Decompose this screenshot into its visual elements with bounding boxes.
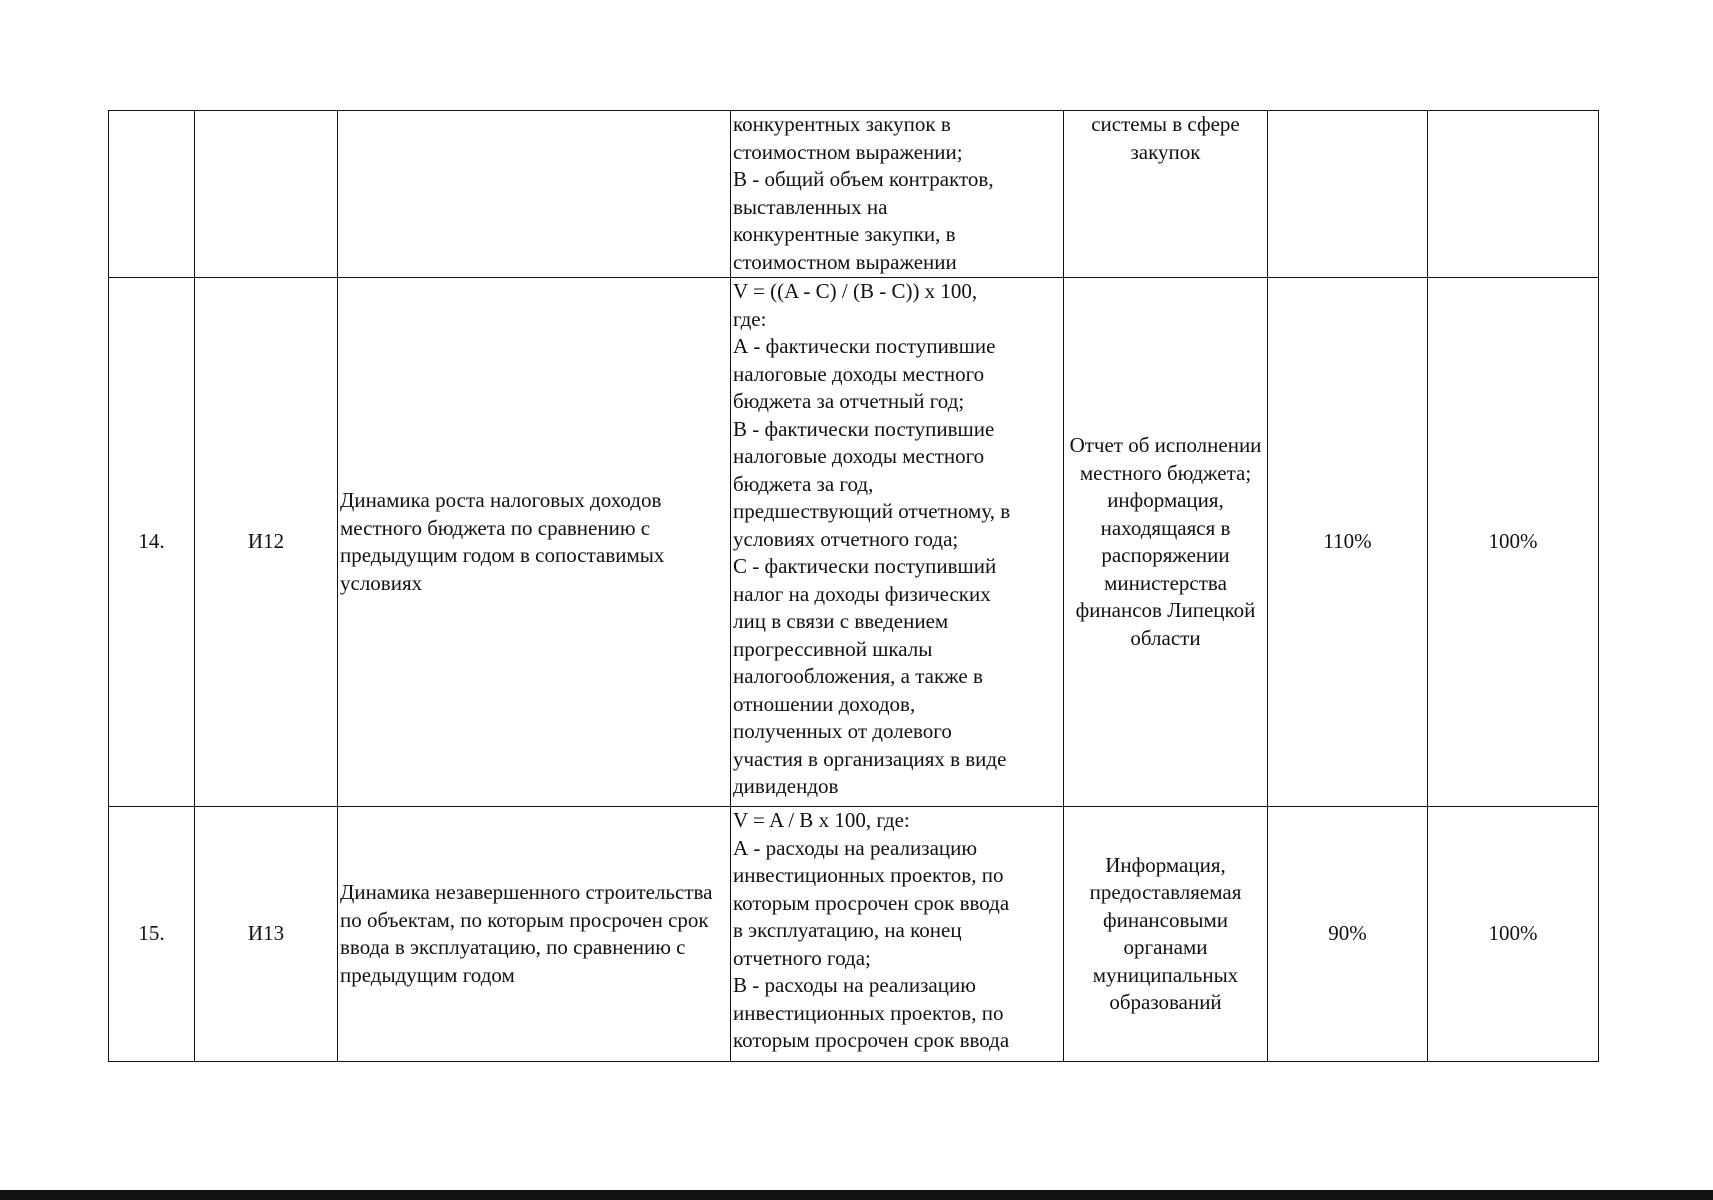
formula-line: бюджета за год,	[733, 471, 874, 496]
formula-line: V = A / B x 100, где:	[733, 808, 910, 832]
cell-number: 14.	[109, 278, 195, 807]
cell-formula	[731, 278, 1064, 807]
cell-number: 15.	[109, 807, 195, 1062]
formula-line: условиях отчетного года;	[733, 526, 959, 551]
cell-name	[338, 111, 731, 278]
formula-line: дивидендов	[733, 774, 839, 798]
formula-line: В - общий объем контрактов,	[733, 167, 994, 191]
cell-source: Отчет об исполнении местного бюджета; информация, находящаяся в распоряжении министерства финансов Липецкой области	[1064, 278, 1268, 807]
table-row	[109, 807, 1599, 1062]
cell-value-2: 100%	[1428, 278, 1599, 807]
cell-value-2: 100%	[1428, 807, 1599, 1062]
formula-line: стоимостном выражении;	[733, 139, 963, 164]
formula-line: в эксплуатацию, на конец	[733, 918, 962, 942]
formula-line: выставленных на	[733, 194, 888, 219]
cell-value-2	[1428, 111, 1599, 278]
formula-line: А - фактически поступившие	[733, 334, 996, 358]
table-row	[109, 278, 1599, 807]
formula-line: конкурентные закупки, в	[733, 222, 956, 246]
scan-bottom-edge	[0, 1190, 1713, 1200]
indicators-table	[108, 110, 1599, 1062]
formula-line: В - фактически поступившие	[733, 416, 995, 441]
cell-value-1: 90%	[1268, 807, 1428, 1062]
formula-line: В - расходы на реализацию	[733, 973, 976, 997]
cell-code	[195, 111, 338, 278]
cell-code: И13	[195, 807, 338, 1062]
formula-line: участия в организациях в виде	[733, 746, 1007, 771]
table-row-continuation	[109, 111, 1599, 278]
cell-source: Информация, предоставляемая финансовыми органами муниципальных образований	[1064, 807, 1268, 1062]
formula-line: отношении доходов,	[733, 691, 916, 716]
formula-line: конкурентных закупок в	[733, 112, 951, 136]
formula-line: предшествующий отчетному, в	[733, 499, 1011, 523]
cell-name: Динамика незавершенного строительства по объектам, по которым просрочен срок ввода в эксплуатацию, по сравнению с предыдущим годом	[338, 807, 731, 1062]
formula-line: полученных от долевого	[733, 719, 952, 743]
formula-line: инвестиционных проектов, по	[733, 863, 1004, 887]
formula-line: налоговые доходы местного	[733, 444, 985, 468]
formula-line: налоговые доходы местного	[733, 361, 985, 386]
cell-value-1	[1268, 111, 1428, 278]
formula-line: стоимостном выражении	[733, 249, 957, 274]
formula-line: инвестиционных проектов, по	[733, 1000, 1004, 1025]
formula-line: налогообложения, а также в	[733, 664, 983, 688]
formula-line: которым просрочен срок ввода	[733, 890, 1010, 915]
cell-formula	[731, 111, 1064, 278]
formula-line: прогрессивной шкалы	[733, 636, 933, 661]
formula-line: А - расходы на реализацию	[733, 835, 978, 860]
cell-formula	[731, 807, 1064, 1062]
formula-line: отчетного года;	[733, 945, 871, 970]
formula-line: которым просрочен срок ввода	[733, 1028, 1010, 1052]
cell-number	[109, 111, 195, 278]
cell-source: системы в сфере закупок	[1064, 111, 1268, 278]
formula-line: V = ((A - C) / (B - C)) x 100,	[733, 279, 978, 303]
cell-value-1: 110%	[1268, 278, 1428, 807]
cell-code: И12	[195, 278, 338, 807]
formula-line: налог на доходы физических	[733, 581, 991, 606]
formula-line: лиц в связи с введением	[733, 609, 949, 633]
formula-line: бюджета за отчетный год;	[733, 389, 965, 413]
formula-line: где:	[733, 306, 767, 331]
cell-name: Динамика роста налоговых доходов местного бюджета по сравнению с предыдущим годом в сопоставимых условиях	[338, 278, 731, 807]
formula-line: С - фактически поступивший	[733, 554, 997, 578]
